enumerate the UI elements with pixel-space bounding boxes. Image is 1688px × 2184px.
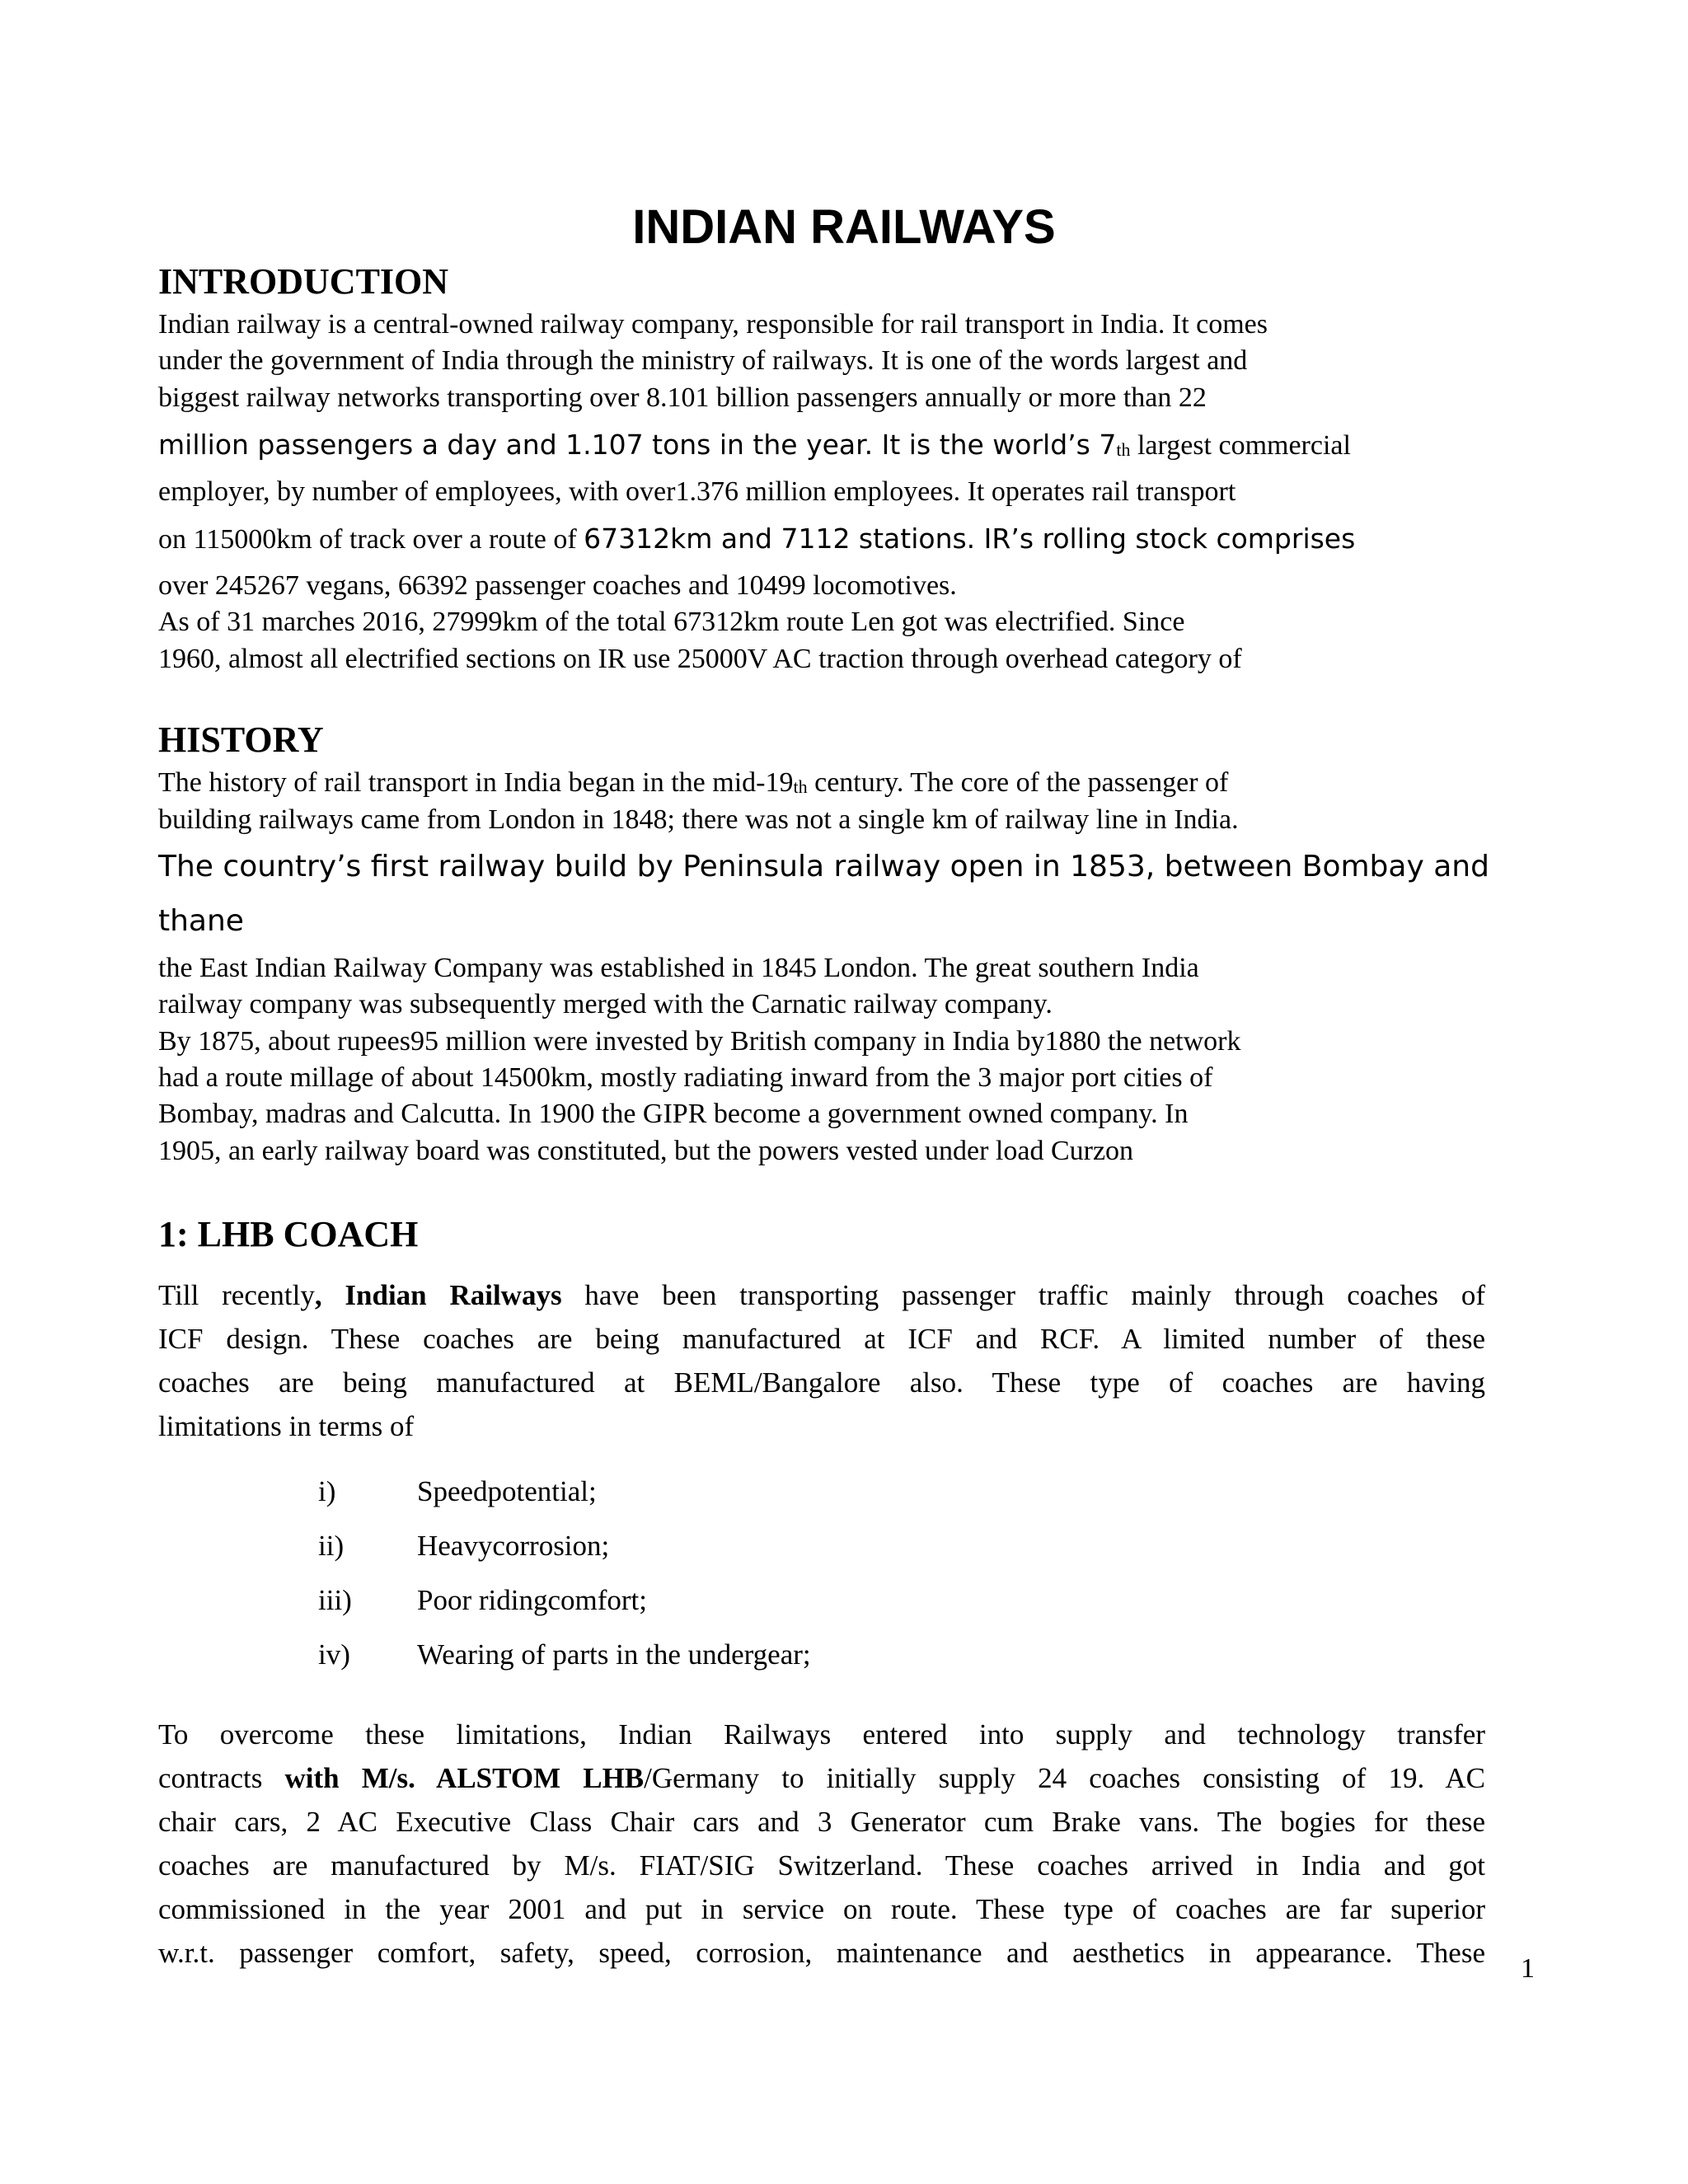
document-title: INDIAN RAILWAYS bbox=[632, 200, 1056, 254]
list-item-text: Wearing of parts in the undergear; bbox=[417, 1638, 811, 1671]
intro-line: As of 31 marches 2016, 27999km of the total 67312km route Len got was electrified. Since bbox=[158, 607, 1185, 637]
history-line: building railways came from London in 1848; there was not a single km of railway line in India. bbox=[158, 804, 1239, 835]
history-line: railway company was subsequently merged with the Carnatic railway company. bbox=[158, 989, 1053, 1019]
superscript: th bbox=[793, 776, 808, 797]
intro-line: Indian railway is a central-owned railway company, responsible for rail transport in India. It comes bbox=[158, 309, 1268, 340]
history-line: had a route millage of about 14500km, mostly radiating inward from the 3 major port cities of bbox=[158, 1062, 1213, 1093]
lhb-paragraph-1 bbox=[158, 1273, 1485, 1448]
history-text: The history of rail transport in India began in the mid-19 bbox=[158, 767, 794, 798]
paragraph-line: chair cars, 2 AC Executive Class Chair cars and 3 Generator cum Brake vans. The bogies for these bbox=[158, 1806, 1485, 1838]
lhb-text: have been transporting passenger traffic mainly through coaches of bbox=[561, 1279, 1485, 1311]
intro-text: million passengers a day and 1.107 tons in the year. It is the world’s 7 bbox=[158, 429, 1117, 461]
history-line: Bombay, madras and Calcutta. In 1900 the GIPR become a government owned company. In bbox=[158, 1099, 1189, 1129]
list-item-number: ii) bbox=[318, 1530, 345, 1562]
paragraph-line bbox=[158, 1273, 1485, 1317]
lhb-text: contracts bbox=[158, 1762, 285, 1794]
section-heading-lhb-coach: 1: LHB COACH bbox=[158, 1214, 419, 1254]
history-line: 1905, an early railway board was constituted, but the powers vested under load Curzon bbox=[158, 1136, 1134, 1166]
list-item-number: i) bbox=[318, 1475, 336, 1507]
lhb-paragraph-2 bbox=[158, 1713, 1485, 1975]
list-item-text: Speedpotential; bbox=[417, 1475, 597, 1507]
list-item-number: iii) bbox=[318, 1584, 352, 1616]
list-item-number: iv) bbox=[318, 1638, 350, 1671]
section-heading-introduction: INTRODUCTION bbox=[158, 261, 449, 302]
history-line bbox=[158, 765, 1228, 804]
paragraph-line bbox=[158, 1756, 1485, 1800]
section-heading-history: HISTORY bbox=[158, 719, 324, 760]
history-text: century. The core of the passenger of bbox=[807, 767, 1229, 798]
intro-text: on 115000km of track over a route of bbox=[158, 524, 584, 555]
intro-line: 1960, almost all electrified sections on IR use 25000V AC traction through overhead category of bbox=[158, 644, 1242, 674]
intro-line: biggest railway networks transporting over 8.101 billion passengers annually or more than 22 bbox=[158, 382, 1207, 413]
lhb-bold-text: , Indian Railways bbox=[314, 1279, 562, 1311]
lhb-text: /Germany to initially supply 24 coaches consisting of 19. AC bbox=[644, 1762, 1486, 1794]
paragraph-line: coaches are manufactured by M/s. FIAT/SIG Switzerland. These coaches arrived in India and got bbox=[158, 1849, 1485, 1882]
page-number: 1 bbox=[1521, 1953, 1535, 1984]
intro-line: over 245267 vegans, 66392 passenger coaches and 10499 locomotives. bbox=[158, 570, 957, 601]
paragraph-line: limitations in terms of bbox=[158, 1410, 415, 1442]
intro-text: largest commercial bbox=[1137, 430, 1351, 461]
paragraph-line: commissioned in the year 2001 and put in service on route. These type of coaches are far superior bbox=[158, 1893, 1485, 1925]
lhb-bold-text: with M/s. ALSTOM LHB bbox=[284, 1762, 645, 1794]
history-line: The country’s first railway build by Peninsula railway open in 1853, between Bombay and bbox=[158, 850, 1489, 883]
paragraph-line: To overcome these limitations, Indian Railways entered into supply and technology transfer bbox=[158, 1718, 1485, 1750]
superscript: th bbox=[1116, 439, 1131, 460]
intro-line: employer, by number of employees, with over1.376 million employees. It operates rail transport bbox=[158, 476, 1236, 507]
history-line: thane bbox=[158, 904, 244, 938]
history-line: the East Indian Railway Company was established in 1845 London. The great southern India bbox=[158, 953, 1199, 983]
intro-line bbox=[158, 427, 1351, 466]
paragraph-line: w.r.t. passenger comfort, safety, speed, corrosion, maintenance and aesthetics in appearance. These bbox=[158, 1937, 1485, 1969]
history-line: By 1875, about rupees95 million were invested by British company in India by1880 the network bbox=[158, 1026, 1241, 1057]
lhb-text: Till recently bbox=[158, 1279, 315, 1311]
intro-line: under the government of India through the ministry of railways. It is one of the words largest and bbox=[158, 345, 1248, 376]
paragraph-line: ICF design. These coaches are being manufactured at ICF and RCF. A limited number of these bbox=[158, 1323, 1485, 1355]
intro-text: 67312km and 7112 stations. IR’s rolling stock comprises bbox=[584, 523, 1356, 555]
intro-line bbox=[158, 521, 1355, 558]
list-item-text: Heavycorrosion; bbox=[417, 1530, 610, 1562]
list-item-text: Poor ridingcomfort; bbox=[417, 1584, 647, 1616]
paragraph-line: coaches are being manufactured at BEML/Bangalore also. These type of coaches are having bbox=[158, 1366, 1485, 1399]
